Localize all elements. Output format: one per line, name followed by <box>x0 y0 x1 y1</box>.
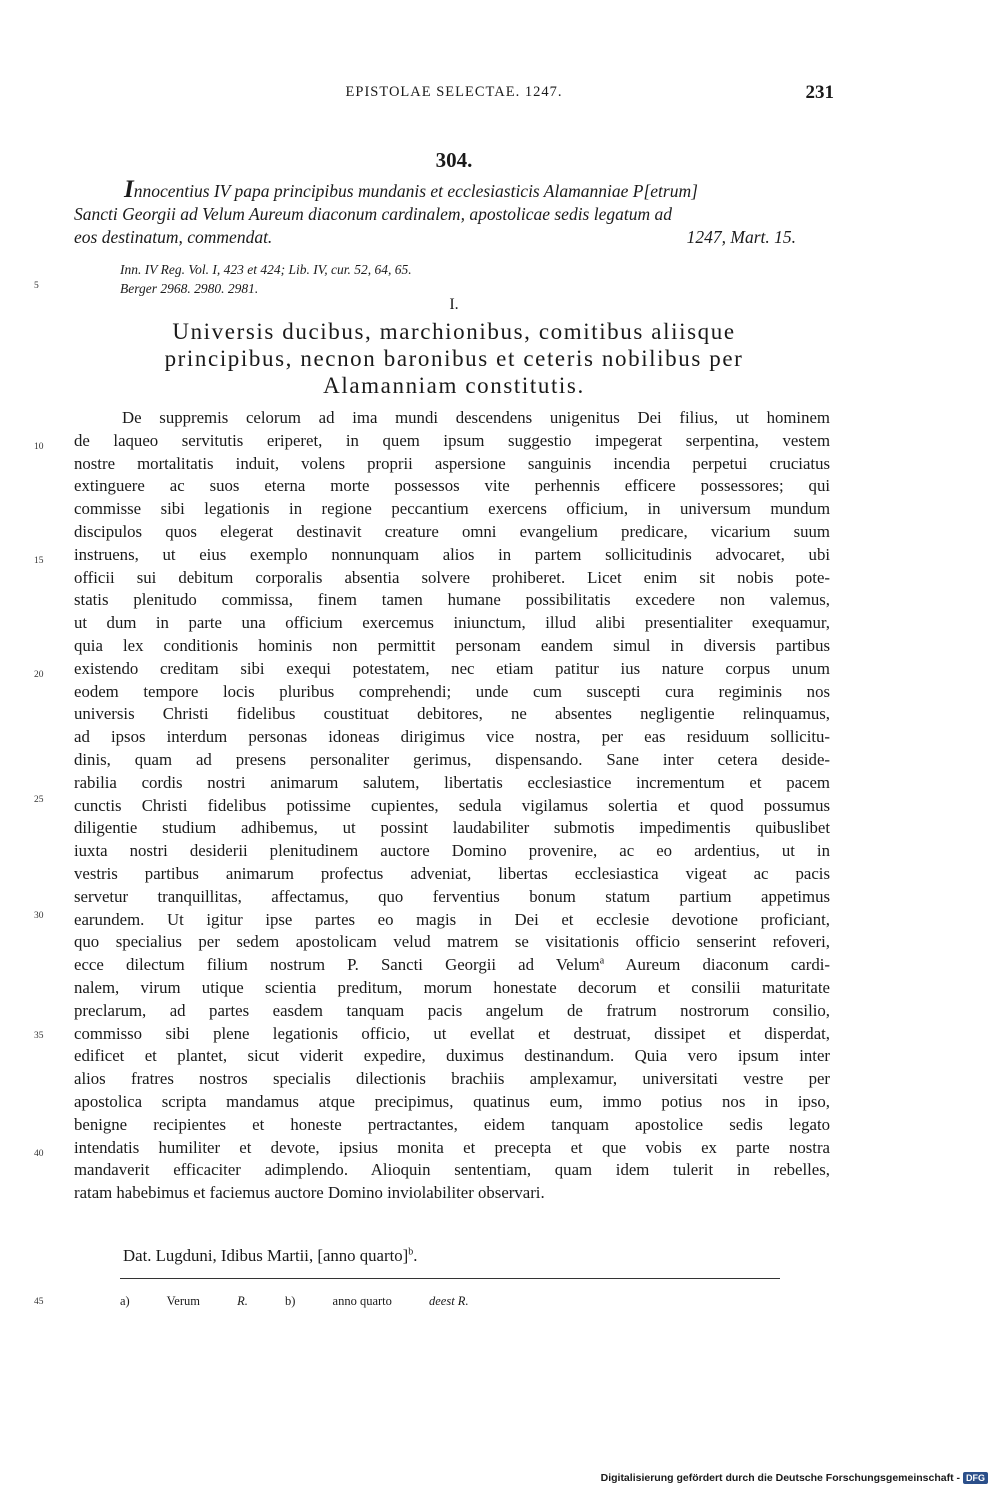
address-line-2: principibus, necnon baronibus et ceteris nobilibus per <box>164 346 744 371</box>
page-number: 231 <box>805 82 834 103</box>
body-text <box>74 407 830 1205</box>
body-line: diligentie studium adhibemus, ut possint laudabiliter submotis impedimentis quibuslibet <box>74 818 830 838</box>
line-number-45: 45 <box>34 1297 44 1307</box>
body-line: edificet et plantet, sicut viderit expedire, duximus destinandum. Quia vero ipsum inter <box>74 1046 830 1066</box>
body-line: servetur tranquillitas, affectamus, quo ferventius bonum statum partium appetimus <box>74 886 830 906</box>
footnote-b-mark: b) <box>284 1294 296 1308</box>
datum-line <box>123 1246 417 1266</box>
line-number-15: 15 <box>34 556 44 566</box>
digitization-credit <box>601 1472 988 1484</box>
body-line: quo specialius per sedem apostolicam velud matrem se visitationis officio senserint refoveri, <box>74 932 830 952</box>
address-line-1: Universis ducibus, marchionibus, comitibus aliisque <box>172 319 736 344</box>
body-line-text: ecce dilectum filium nostrum P. Sancti Georgii ad Velum <box>74 955 600 975</box>
body-line <box>74 954 830 977</box>
body-line: commisse sibi legationis in regione peccantium exercens officium, in universum mundum <box>74 499 830 519</box>
body-line: ad ipsos interdum personas idoneas dirigimus vice nostra, per eas residuum sollicitu- <box>74 727 830 747</box>
datum-end: . <box>413 1246 418 1265</box>
body-line: instruens, ut eius exemplo nonnunquam alios in partem sollicitudinis advocaret, ubi <box>74 544 830 564</box>
regest <box>74 178 830 249</box>
note-mark-a: a <box>599 955 605 967</box>
datum-note-mark: b <box>408 1246 414 1258</box>
footnote-b <box>285 1294 469 1308</box>
footnotes <box>120 1294 503 1309</box>
body-line: intendatis humiliter et devote, ipsius monita et precepta et que vobis ex parte nostra <box>74 1137 830 1157</box>
footnote-a-mark: a) <box>120 1294 130 1308</box>
body-line: universis Christi fidelibus coustituat debitores, ne absentes negligentie relinquamus, <box>74 704 830 724</box>
body-line: extinguere ac suos eterna morte possessos vite perhennis efficere possessores; qui <box>74 476 830 496</box>
regest-line-3 <box>74 226 796 249</box>
body-line-rest: Aureum diaconum cardi- <box>625 955 830 975</box>
dfg-logo-icon: DFG <box>963 1472 988 1484</box>
body-line: de laqueo servitutis eriperet, in quem ipsum suggestio impegerat serpentina, vestem <box>74 430 830 450</box>
footnote-b-sigil: deest R. <box>429 1294 469 1308</box>
source-line-2: Berger 2968. 2980. 2981. <box>120 281 259 296</box>
line-number-20: 20 <box>34 670 44 680</box>
body-line: preclarum, ad partes easdem tanquam pacis angelum de fratrum nostrorum consilio, <box>74 1000 830 1020</box>
body-line: existendo creditam sibi exequi potestatem, nec etiam patitur ius nature corpus unum <box>74 658 830 678</box>
line-number-30: 30 <box>34 911 44 921</box>
footnote-rule <box>120 1278 780 1279</box>
footnote-b-text: anno quarto <box>332 1294 392 1308</box>
line-number-25: 25 <box>34 795 44 805</box>
regest-line-1 <box>74 178 830 203</box>
body-line: apostolica scripta mandamus atque precipimus, quatinus eum, immo potius nos in ipso, <box>74 1091 830 1111</box>
body-line: vestris partibus animarum profectus adveniat, libertas ecclesiastica vigeat ac pacis <box>74 863 830 883</box>
body-line: ratam habebimus et faciemus auctore Domino inviolabiliter observari. <box>74 1183 545 1203</box>
running-head <box>74 82 834 106</box>
body-line: benigne recipientes et honeste pertractantes, eidem tanquam apostolice sedis legato <box>74 1114 830 1134</box>
line-number-5: 5 <box>34 281 39 291</box>
body-line: ut dum in parte una officium exercemus iniunctum, illud alibi presentialiter exequamur, <box>74 613 830 633</box>
datum-text: Dat. Lugduni, Idibus Martii, [anno quarto] <box>123 1246 409 1265</box>
regest-line-3-text: eos destinatum, commendat. <box>74 227 273 247</box>
regest-date: 1247, Mart. 15. <box>686 227 796 247</box>
regest-line-1-text: nnocentius IV papa principibus mundanis et ecclesiasticis Alamanniae P[etrum] <box>133 181 698 201</box>
body-line: cunctis Christi fidelibus potissime cupientes, sedula vigilamus solertia et quod possumus <box>74 795 830 815</box>
running-title: EPISTOLAE SELECTAE. 1247. <box>345 84 563 100</box>
body-line: nostre mortalitatis induit, volens proprii aspersione sanguinis incendia perpetui cruciatus <box>74 453 830 473</box>
body-line: statis plenitudo commissa, finem tamen humane possibilitatis excedere non valemus, <box>74 590 830 610</box>
credit-text: Digitalisierung gefördert durch die Deutsche Forschungsgemeinschaft - <box>600 1472 960 1484</box>
regest-initial: I <box>124 176 134 203</box>
address-line-3: Alamanniam constitutis. <box>323 373 585 398</box>
line-number-40: 40 <box>34 1149 44 1159</box>
body-line: quia lex conditionis hominis non permittit personam eandem simul in diversis partibus <box>74 635 830 655</box>
body-line: mandaverit efficaciter adimplendo. Alioquin sententiam, quam idem tulerit in rebelles, <box>74 1160 830 1180</box>
body-line: nalem, virum utique scientia preditum, morum honestate decorum et consilii maturitate <box>74 977 830 997</box>
footnote-a-sigil: R. <box>237 1294 248 1308</box>
body-line: dinis, quam ad presens personaliter gerimus, dispensando. Sane inter cetera deside- <box>74 749 830 769</box>
line-number-35: 35 <box>34 1031 44 1041</box>
body-line: officii sui debitum corporalis absentia solvere prohiberet. Licet enim sit nobis pote- <box>74 567 830 587</box>
footnote-a-text: Verum <box>166 1294 200 1308</box>
sources <box>120 260 720 298</box>
body-line: earundem. Ut igitur ipse partes eo magis in Dei et ecclesie devotione proficiant, <box>74 909 830 929</box>
line-number-10: 10 <box>34 442 44 452</box>
body-line: alios fratres nostros specialis dilectionis brachiis amplexamur, universitati vestre per <box>74 1069 830 1089</box>
source-line-1: Inn. IV Reg. Vol. I, 423 et 424; Lib. IV, cur. 52, 64, 65. <box>120 262 412 277</box>
body-line: iuxta nostri desiderii plenitudinem auctore Domino provenire, ac eo ardentius, ut in <box>74 841 830 861</box>
body-line: eodem tempore locis pluribus comprehendi; unde cum suscepti cura regiminis nos <box>74 681 830 701</box>
body-line: De suppremis celorum ad ima mundi descendens unigenitus Dei filius, ut hominem <box>122 408 830 427</box>
regest-line-2: Sancti Georgii ad Velum Aureum diaconum cardinalem, apostolicae sedis legatum ad <box>74 204 672 224</box>
document-number: 304. <box>435 148 473 172</box>
footnote-a <box>120 1294 248 1308</box>
section-label: I. <box>449 296 459 313</box>
body-line: commisso sibi plene legationis officio, ut evellat et destruat, dissipet et disperdat, <box>74 1023 830 1043</box>
body-line: rabilia cordis nostri animarum salutem, libertatis ecclesiastice incrementum et pacem <box>74 772 830 792</box>
body-line: discipulos quos elegerat destinavit creature omni evangelium predicare, vicarium suum <box>74 521 830 541</box>
address <box>74 318 834 399</box>
